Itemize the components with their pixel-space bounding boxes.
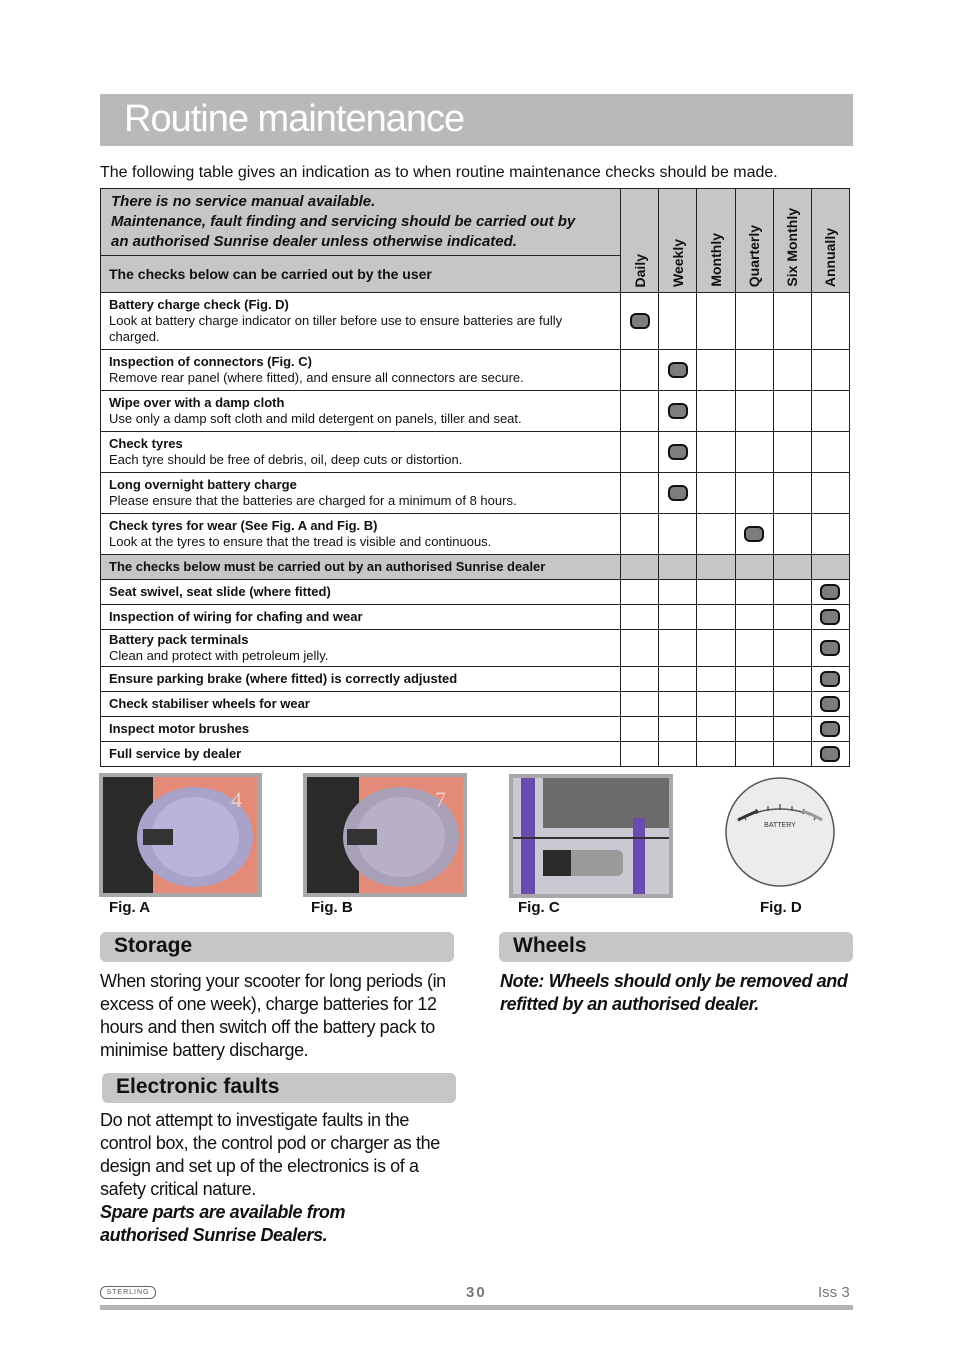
check-marker-icon [820, 746, 840, 762]
table-row [101, 391, 850, 432]
frequency-cell [697, 391, 735, 432]
frequency-cell [621, 630, 659, 667]
frequency-cell [811, 350, 849, 391]
frequency-cell [735, 717, 773, 742]
frequency-cell [773, 350, 811, 391]
frequency-cell [697, 667, 735, 692]
frequency-cell [735, 692, 773, 717]
svg-text:4: 4 [231, 787, 242, 812]
freq-header-six-monthly: Six Monthly [773, 189, 811, 293]
frequency-cell [735, 432, 773, 473]
frequency-cell [621, 605, 659, 630]
check-detail: Please ensure that the batteries are charged for a minimum of 8 hours. [109, 493, 517, 508]
frequency-cell [659, 580, 697, 605]
svg-text:7: 7 [435, 787, 446, 812]
check-marker-icon [668, 403, 688, 419]
freq-header-daily: Daily [621, 189, 659, 293]
table-row [101, 514, 850, 555]
check-name: Seat swivel, seat slide (where fitted) [109, 584, 331, 599]
frequency-cell [621, 473, 659, 514]
frequency-cell [697, 514, 735, 555]
storage-heading-bar [100, 932, 454, 962]
check-marker-icon [820, 584, 840, 600]
check-name: Battery charge check (Fig. D) [109, 297, 289, 312]
frequency-cell [811, 717, 849, 742]
check-marker-icon [668, 444, 688, 460]
table-row [101, 630, 850, 667]
frequency-cell [811, 742, 849, 767]
check-description [101, 692, 621, 717]
frequency-cell [621, 667, 659, 692]
check-description [101, 742, 621, 767]
check-detail: Remove rear panel (where fitted), and ensure all connectors are secure. [109, 370, 524, 385]
battery-gauge-icon [724, 776, 836, 888]
dealer-checks-header: The checks below must be carried out by an authorised Sunrise dealer [101, 555, 621, 580]
frequency-cell [697, 692, 735, 717]
frequency-cell [697, 293, 735, 350]
check-marker-icon [820, 721, 840, 737]
frequency-cell [773, 605, 811, 630]
frequency-cell [773, 391, 811, 432]
frequency-cell [811, 667, 849, 692]
frequency-cell [735, 514, 773, 555]
table-row [101, 692, 850, 717]
frequency-cell [811, 692, 849, 717]
frequency-cell [621, 293, 659, 350]
footer-rule [100, 1305, 853, 1310]
page-number: 30 [466, 1284, 487, 1301]
check-name: Inspect motor brushes [109, 721, 250, 736]
check-description [101, 667, 621, 692]
frequency-cell [659, 630, 697, 667]
frequency-cell [773, 630, 811, 667]
frequency-cell [811, 432, 849, 473]
check-detail: Look at the tyres to ensure that the tread is visible and continuous. [109, 534, 492, 549]
table-row [101, 717, 850, 742]
frequency-cell [621, 742, 659, 767]
fig-b-label: Fig. B [311, 899, 353, 916]
frequency-cell [659, 350, 697, 391]
table-row [101, 580, 850, 605]
frequency-cell [697, 605, 735, 630]
storage-heading: Storage [114, 934, 193, 957]
check-marker-icon [820, 671, 840, 687]
wheels-heading-bar [499, 932, 853, 962]
check-marker-icon [630, 313, 650, 329]
check-name: Check stabiliser wheels for wear [109, 696, 310, 711]
frequency-cell [621, 692, 659, 717]
frequency-cell [735, 580, 773, 605]
check-detail: Each tyre should be free of debris, oil, deep cuts or distortion. [109, 452, 463, 467]
frequency-cell [773, 692, 811, 717]
frequency-cell [659, 514, 697, 555]
frequency-cell [659, 605, 697, 630]
frequency-cell [735, 293, 773, 350]
frequency-cell [697, 717, 735, 742]
check-name: Full service by dealer [109, 746, 242, 761]
table-row [101, 667, 850, 692]
check-marker-icon [820, 640, 840, 656]
frequency-cell [773, 717, 811, 742]
check-description [101, 293, 621, 350]
check-name: Battery pack terminals [109, 632, 249, 647]
frequency-cell [659, 667, 697, 692]
frequency-cell [697, 742, 735, 767]
check-name: Wipe over with a damp cloth [109, 395, 285, 410]
frequency-cell [621, 432, 659, 473]
frequency-cell [697, 432, 735, 473]
check-name: Inspection of wiring for chafing and wear [109, 609, 363, 624]
table-row [101, 473, 850, 514]
service-note: There is no service manual available. Maintenance, fault finding and servicing should be carried out by an authorised Sunrise dealer unless otherwise indicated. [101, 189, 621, 256]
title-bar [100, 94, 853, 146]
fig-d-gauge [724, 776, 836, 888]
fig-b-photo [303, 773, 467, 897]
frequency-cell [621, 391, 659, 432]
frequency-cell [773, 667, 811, 692]
table-row [101, 293, 850, 350]
frequency-cell [811, 630, 849, 667]
wheels-heading: Wheels [513, 934, 587, 957]
frequency-cell [621, 580, 659, 605]
frequency-cell [659, 742, 697, 767]
electronic-heading-bar [102, 1073, 456, 1103]
frequency-cell [811, 605, 849, 630]
frequency-cell [773, 293, 811, 350]
check-description [101, 580, 621, 605]
check-marker-icon [820, 609, 840, 625]
table-row [101, 432, 850, 473]
tyre-illustration [103, 777, 258, 893]
user-checks-header: The checks below can be carried out by the user [101, 256, 621, 293]
check-marker-icon [668, 362, 688, 378]
frequency-cell [735, 391, 773, 432]
fig-a-photo [99, 773, 262, 897]
frequency-cell [659, 473, 697, 514]
frequency-cell [773, 432, 811, 473]
frequency-cell [659, 293, 697, 350]
page-title: Routine maintenance [124, 98, 465, 140]
check-name: Long overnight battery charge [109, 477, 297, 492]
frequency-cell [811, 473, 849, 514]
intro-text: The following table gives an indication as to when routine maintenance checks should be made. [100, 164, 778, 181]
frequency-cell [697, 580, 735, 605]
frequency-cell [811, 514, 849, 555]
electronic-text [100, 1109, 456, 1247]
frequency-cell [621, 350, 659, 391]
frequency-cell [735, 742, 773, 767]
freq-header-monthly: Monthly [697, 189, 735, 293]
check-name: Inspection of connectors (Fig. C) [109, 354, 312, 369]
table-row [101, 742, 850, 767]
check-description [101, 630, 621, 667]
sterling-logo: STERLING [100, 1286, 156, 1299]
frequency-cell [697, 350, 735, 391]
issue-number: Iss 3 [818, 1284, 850, 1301]
check-description [101, 514, 621, 555]
frequency-cell [811, 391, 849, 432]
connectors-illustration [513, 778, 669, 894]
frequency-cell [735, 605, 773, 630]
check-description [101, 473, 621, 514]
check-description [101, 605, 621, 630]
freq-header-weekly: Weekly [659, 189, 697, 293]
frequency-cell [621, 514, 659, 555]
check-detail: Use only a damp soft cloth and mild detergent on panels, tiller and seat. [109, 411, 522, 426]
frequency-cell [735, 350, 773, 391]
fig-a-label: Fig. A [109, 899, 151, 916]
frequency-cell [735, 630, 773, 667]
frequency-cell [697, 473, 735, 514]
frequency-cell [659, 692, 697, 717]
frequency-cell [773, 580, 811, 605]
fig-c-photo [509, 774, 673, 898]
frequency-cell [773, 742, 811, 767]
svg-text:BATTERY: BATTERY [764, 822, 796, 829]
frequency-cell [659, 432, 697, 473]
frequency-cell [811, 580, 849, 605]
check-name: Ensure parking brake (where fitted) is correctly adjusted [109, 671, 458, 686]
frequency-cell [735, 473, 773, 514]
frequency-cell [773, 514, 811, 555]
spare-parts-note: Spare parts are available from authorised Sunrise Dealers. [100, 1202, 346, 1245]
storage-text: When storing your scooter for long periods (in excess of one week), charge batteries for 12 hours and then switch off the battery pack to minimise battery discharge. [100, 971, 446, 1060]
worn-tyre-illustration [307, 777, 463, 893]
fig-c-label: Fig. C [518, 899, 560, 916]
check-detail: Clean and protect with petroleum jelly. [109, 648, 329, 663]
frequency-cell [697, 630, 735, 667]
maintenance-table [100, 188, 850, 767]
check-marker-icon [744, 526, 764, 542]
check-description [101, 432, 621, 473]
freq-header-annually: Annually [811, 189, 849, 293]
check-marker-icon [668, 485, 688, 501]
frequency-cell [621, 717, 659, 742]
check-name: Check tyres for wear (See Fig. A and Fig. B) [109, 518, 378, 533]
frequency-cell [735, 667, 773, 692]
wheels-note: Note: Wheels should only be removed and refitted by an authorised dealer. [500, 971, 848, 1014]
dealer-checks-header-row [101, 555, 850, 580]
frequency-cell [773, 473, 811, 514]
fig-d-label: Fig. D [760, 899, 802, 916]
check-description [101, 350, 621, 391]
freq-header-quarterly: Quarterly [735, 189, 773, 293]
frequency-cell [811, 293, 849, 350]
check-name: Check tyres [109, 436, 183, 451]
frequency-cell [659, 391, 697, 432]
table-row [101, 350, 850, 391]
check-description [101, 717, 621, 742]
check-marker-icon [820, 696, 840, 712]
electronic-heading: Electronic faults [116, 1075, 280, 1098]
check-detail: Look at battery charge indicator on tiller before use to ensure batteries are fully charged. [109, 313, 563, 344]
frequency-cell [659, 717, 697, 742]
electronic-body: Do not attempt to investigate faults in the control box, the control pod or charger as the design and set up of the electronics is of a safety critical nature. [100, 1110, 440, 1199]
check-description [101, 391, 621, 432]
table-row [101, 605, 850, 630]
